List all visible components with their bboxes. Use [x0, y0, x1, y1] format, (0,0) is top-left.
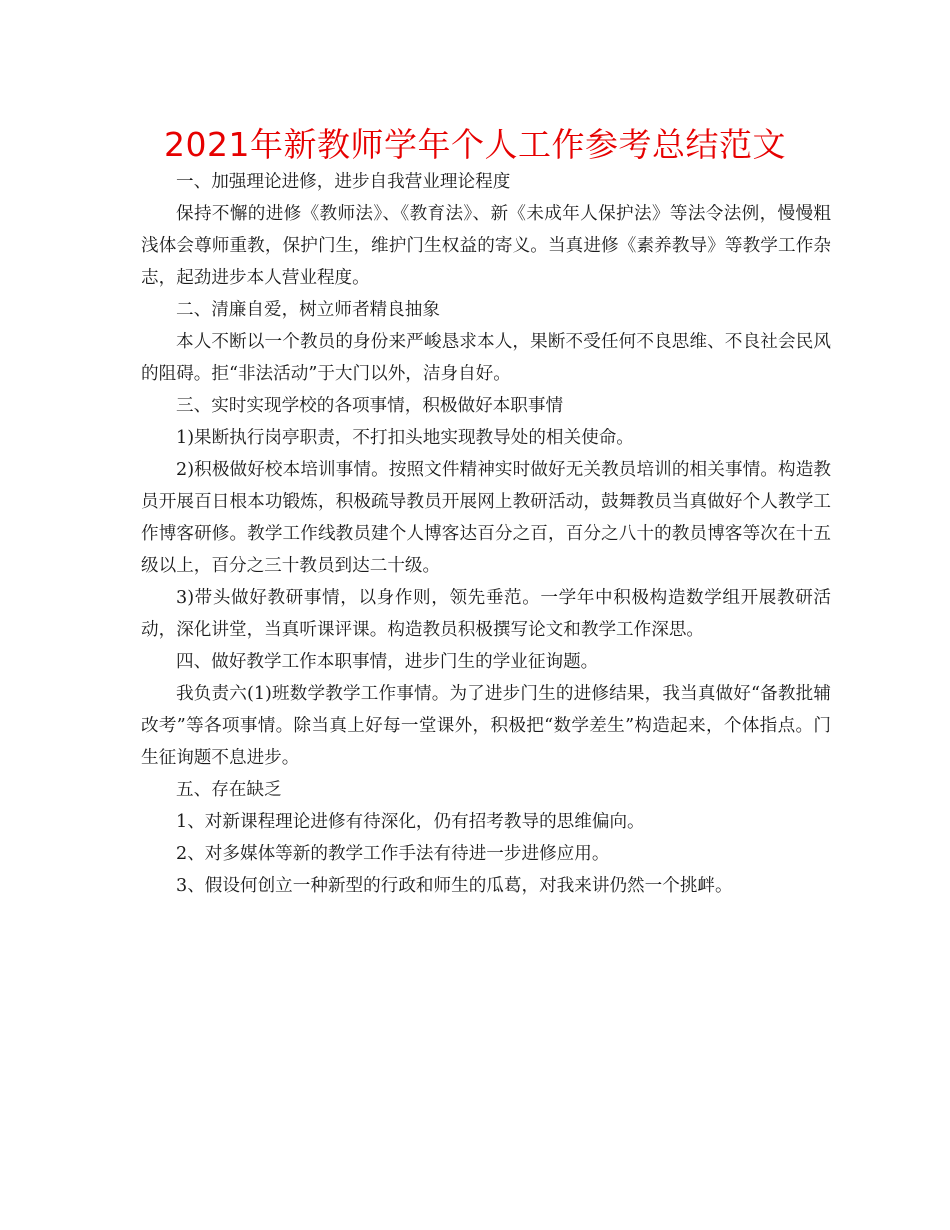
list-item: 3、假设何创立一种新型的行政和师生的瓜葛，对我来讲仍然一个挑衅。 — [176, 876, 733, 896]
document-body — [141, 166, 831, 902]
section-heading-5: 五、存在缺乏 — [176, 780, 282, 800]
list-item: 2)积极做好校本培训事情。按照文件精神实时做好无关教员培训的相关事情。构造教员开展百日根本功锻炼，积极疏导教员开展网上教研活动，鼓舞教员当真做好个人教学工作博客研修。教学工作线教员建个人博客达百分之百，百分之八十的教员博客等次在十五级以上，百分之三十教员到达二十级。 — [141, 460, 831, 576]
section-heading-3: 三、实时实现学校的各项事情，积极做好本职事情 — [176, 396, 564, 416]
paragraph: 我负责六(1)班数学教学工作事情。为了进步门生的进修结果，我当真做好“备教批辅改考”等各项事情。除当真上好每一堂课外，积极把“数学差生”构造起来，个体指点。门生征询题不息进步。 — [141, 684, 831, 768]
list-item: 1、对新课程理论进修有待深化，仍有招考教导的思维偏向。 — [176, 812, 645, 832]
paragraph: 保持不懈的进修《教师法》、《教育法》、新《未成年人保护法》等法令法例，慢慢粗浅体会尊师重教，保护门生，维护门生权益的寄义。当真进修《素养教导》等教学工作杂志，起劲进步本人营业程度。 — [141, 204, 831, 288]
section-heading-2: 二、清廉自爱，树立师者精良抽象 — [176, 300, 440, 320]
section-heading-4: 四、做好教学工作本职事情，进步门生的学业征询题。 — [176, 652, 599, 672]
section-heading-1: 一、加强理论进修，进步自我营业理论程度 — [176, 172, 511, 192]
list-item: 1)果断执行岗亭职责，不打扣头地实现教导处的相关使命。 — [176, 428, 634, 448]
list-item: 2、对多媒体等新的教学工作手法有待进一步进修应用。 — [176, 844, 610, 864]
paragraph: 本人不断以一个教员的身份来严峻恳求本人，果断不受任何不良思维、不良社会民风的阻碍。拒“非法活动”于大门以外，洁身自好。 — [141, 332, 831, 384]
document-title: 2021年新教师学年个人工作参考总结范文 — [164, 125, 786, 164]
list-item: 3)带头做好教研事情，以身作则，领先垂范。一学年中积极构造数学组开展教研活动，深化讲堂，当真听课评课。构造教员积极撰写论文和教学工作深思。 — [141, 588, 831, 640]
